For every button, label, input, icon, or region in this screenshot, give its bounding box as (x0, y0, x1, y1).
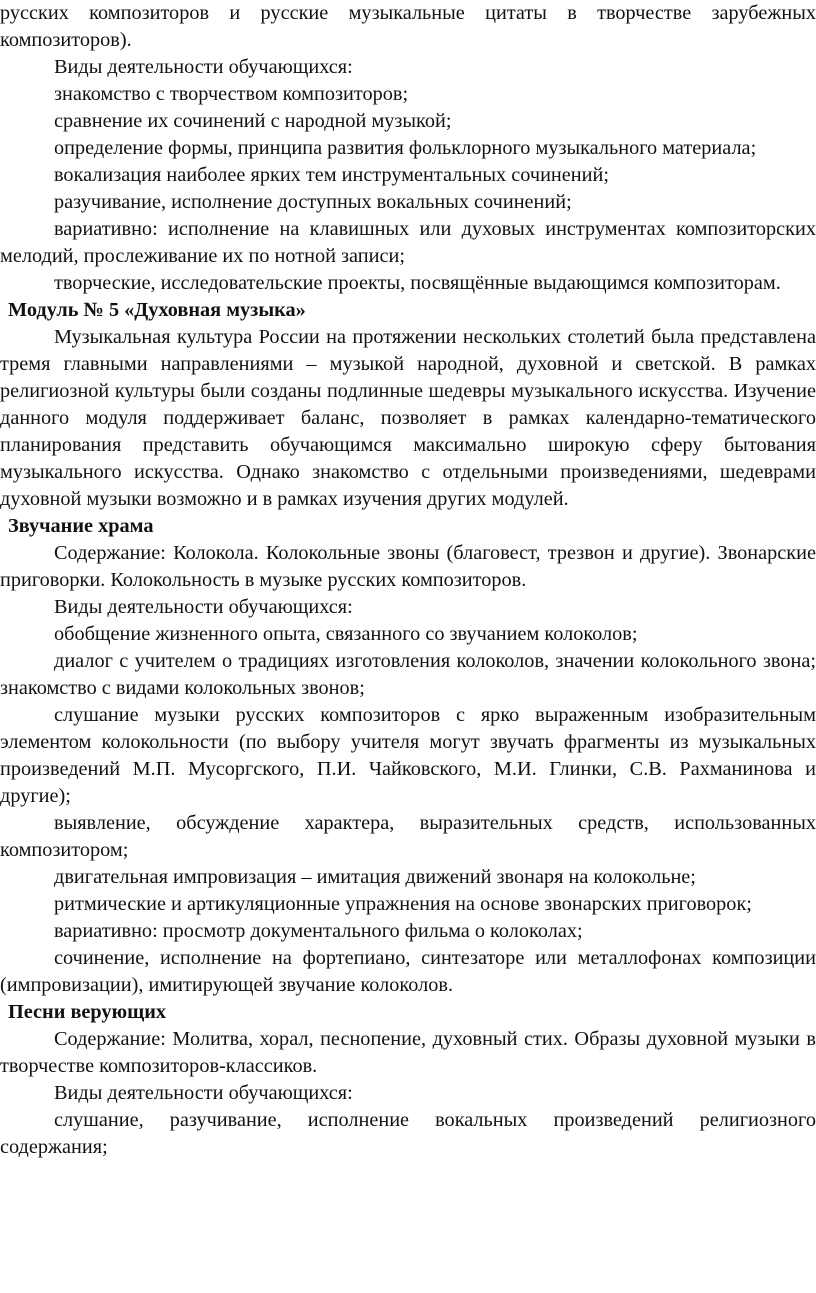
list-item: выявление, обсуждение характера, выразительных средств, использованных композитором; (0, 812, 816, 861)
section-heading-temple-sound: Звучание храма (8, 515, 154, 537)
section-heading-module-5: Модуль № 5 «Духовная музыка» (8, 299, 306, 321)
list-item: сравнение их сочинений с народной музыкой; (54, 110, 452, 132)
paragraph: Виды деятельности обучающихся: (54, 1082, 353, 1104)
list-item: слушание музыки русских композиторов с ярко выраженным изобразительным элементом колокольности (по выбору учителя могут звучать фрагменты из музыкальных произведений М.П. Мусоргского, П.И. Чайковского, М.И. Глинки, С.В. Рахманинова и другие); (0, 704, 816, 807)
list-item: разучивание, исполнение доступных вокальных сочинений; (54, 191, 572, 213)
list-item: вокализация наиболее ярких тем инструментальных сочинений; (54, 164, 609, 186)
list-item: диалог с учителем о традициях изготовления колоколов, значении колокольного звона; знакомство с видами колокольных звонов; (0, 650, 816, 699)
list-item: творческие, исследовательские проекты, посвящённые выдающимся композиторам. (54, 272, 781, 294)
section-heading-believers-songs: Песни верующих (8, 1001, 167, 1023)
paragraph: Музыкальная культура России на протяжении нескольких столетий была представлена тремя главными направлениями – музыкой народной, духовной и светской. В рамках религиозной культуры были созданы подлинные шедевры музыкального искусства. Изучение данного модуля поддерживает баланс, позволяет в рамках календарно-тематического планирования представить обучающимся максимально широкую сферу бытования музыкального искусства. Однако знакомство с отдельными произведениями, шедеврами духовной музыки возможно и в рамках изучения других модулей. (0, 326, 816, 510)
paragraph: Виды деятельности обучающихся: (54, 596, 353, 618)
list-item: ритмические и артикуляционные упражнения на основе звонарских приговорок; (54, 893, 752, 915)
paragraph: Содержание: Колокола. Колокольные звоны (благовест, трезвон и другие). Звонарские приговорки. Колокольность в музыке русских композиторов. (0, 542, 816, 591)
list-item: вариативно: просмотр документального фильма о колоколах; (54, 920, 583, 942)
list-item: определение формы, принципа развития фольклорного музыкального материала; (54, 137, 757, 159)
list-item: слушание, разучивание, исполнение вокальных произведений религиозного содержания; (0, 1109, 816, 1158)
list-item: вариативно: исполнение на клавишных или духовых инструментах композиторских мелодий, прослеживание их по нотной записи; (0, 218, 816, 267)
list-item: сочинение, исполнение на фортепиано, синтезаторе или металлофонах композиции (импровизации), имитирующей звучание колоколов. (0, 947, 816, 996)
list-item: двигательная импровизация – имитация движений звонаря на колокольне; (54, 866, 696, 888)
list-item: обобщение жизненного опыта, связанного со звучанием колоколов; (54, 623, 638, 645)
paragraph: русских композиторов и русские музыкальные цитаты в творчестве зарубежных композиторов). (0, 2, 816, 51)
paragraph: Содержание: Молитва, хорал, песнопение, духовный стих. Образы духовной музыки в творчестве композиторов-классиков. (0, 1028, 816, 1077)
list-item: знакомство с творчеством композиторов; (54, 83, 409, 105)
paragraph: Виды деятельности обучающихся: (54, 56, 353, 78)
